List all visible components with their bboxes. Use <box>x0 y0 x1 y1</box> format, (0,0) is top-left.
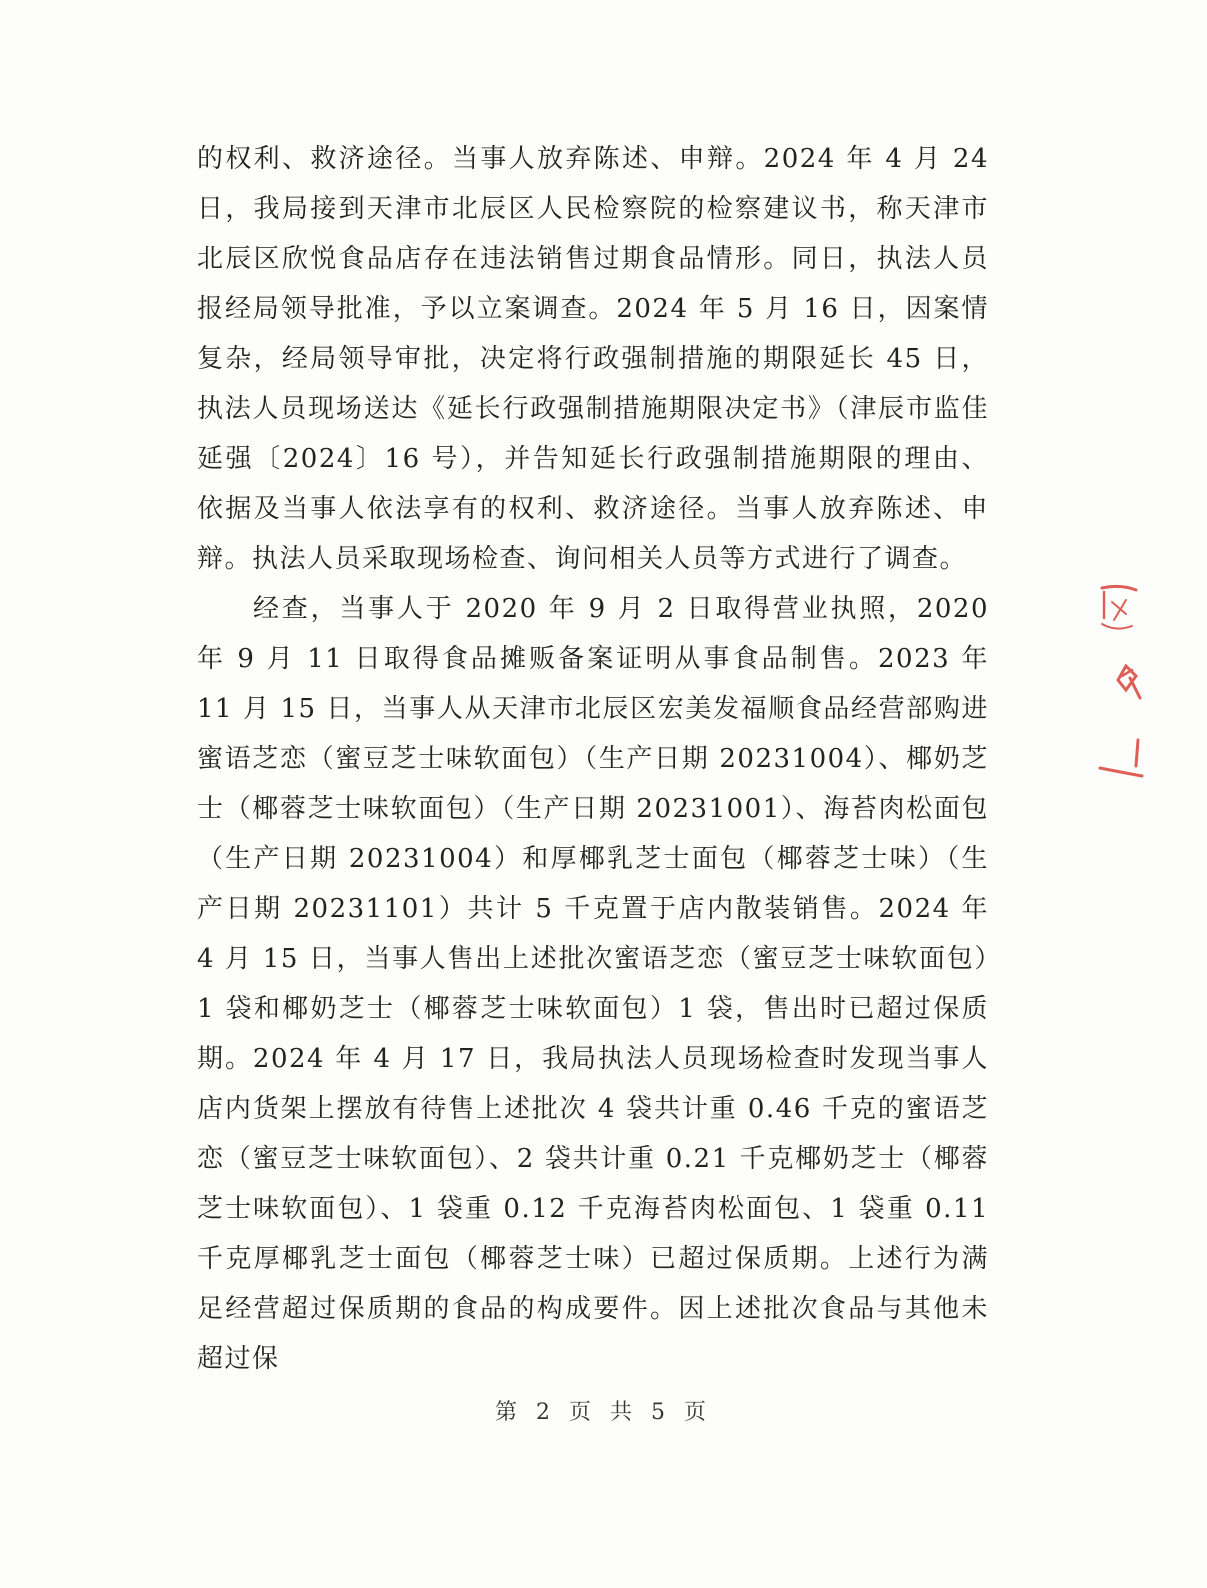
document-body <box>197 134 989 1384</box>
page-number-footer: 第 2 页 共 5 页 <box>495 1400 712 1425</box>
paragraph-investigation: 经查，当事人于 2020 年 9 月 2 日取得营业执照，2020 年 9 月 11 日取得食品摊贩备案证明从事食品制售。2023 年 11 月 15 日，当事人从天津市北辰区宏美发福顺食品经营部购进蜜语芝恋（蜜豆芝士味软面包）（生产日期 20231004）、椰奶芝士（椰蓉芝士味软面包）（生产日期 20231001）、海苔肉松面包（生产日期 20231004）和厚椰乳芝士面包（椰蓉芝士味）（生产日期 20231101）共计 5 千克置于店内散装销售。2024 年 4 月 15 日，当事人售出上述批次蜜语芝恋（蜜豆芝士味软面包）1 袋和椰奶芝士（椰蓉芝士味软面包）1 袋，售出时已超过保质期。2024 年 4 月 17 日，我局执法人员现场检查时发现当事人店内货架上摆放有待售上述批次 4 袋共计重 0.46 千克的蜜语芝恋（蜜豆芝士味软面包）、2 袋共计重 0.21 千克椰奶芝士（椰蓉芝士味软面包）、1 袋重 0.12 千克海苔肉松面包、1 袋重 0.11 千克厚椰乳芝士面包（椰蓉芝士味）已超过保质期。上述行为满足经营超过保质期的食品的构成要件。因上述批次食品与其他未超过保 <box>197 594 989 1374</box>
partial-red-seal-icon <box>1096 580 1146 785</box>
paragraph-continuation: 的权利、救济途径。当事人放弃陈述、申辩。2024 年 4 月 24 日，我局接到天津市北辰区人民检察院的检察建议书，称天津市北辰区欣悦食品店存在违法销售过期食品情形。同日，执法人员报经局领导批准，予以立案调查。2024 年 5 月 16 日，因案情复杂，经局领导审批，决定将行政强制措施的期限延长 45 日，执法人员现场送达《延长行政强制措施期限决定书》（津辰市监佳延强〔2024〕16 号），并告知延长行政强制措施期限的理由、依据及当事人依法享有的权利、救济途径。当事人放弃陈述、申辩。执法人员采取现场检查、询问相关人员等方式进行了调查。 <box>197 144 989 574</box>
